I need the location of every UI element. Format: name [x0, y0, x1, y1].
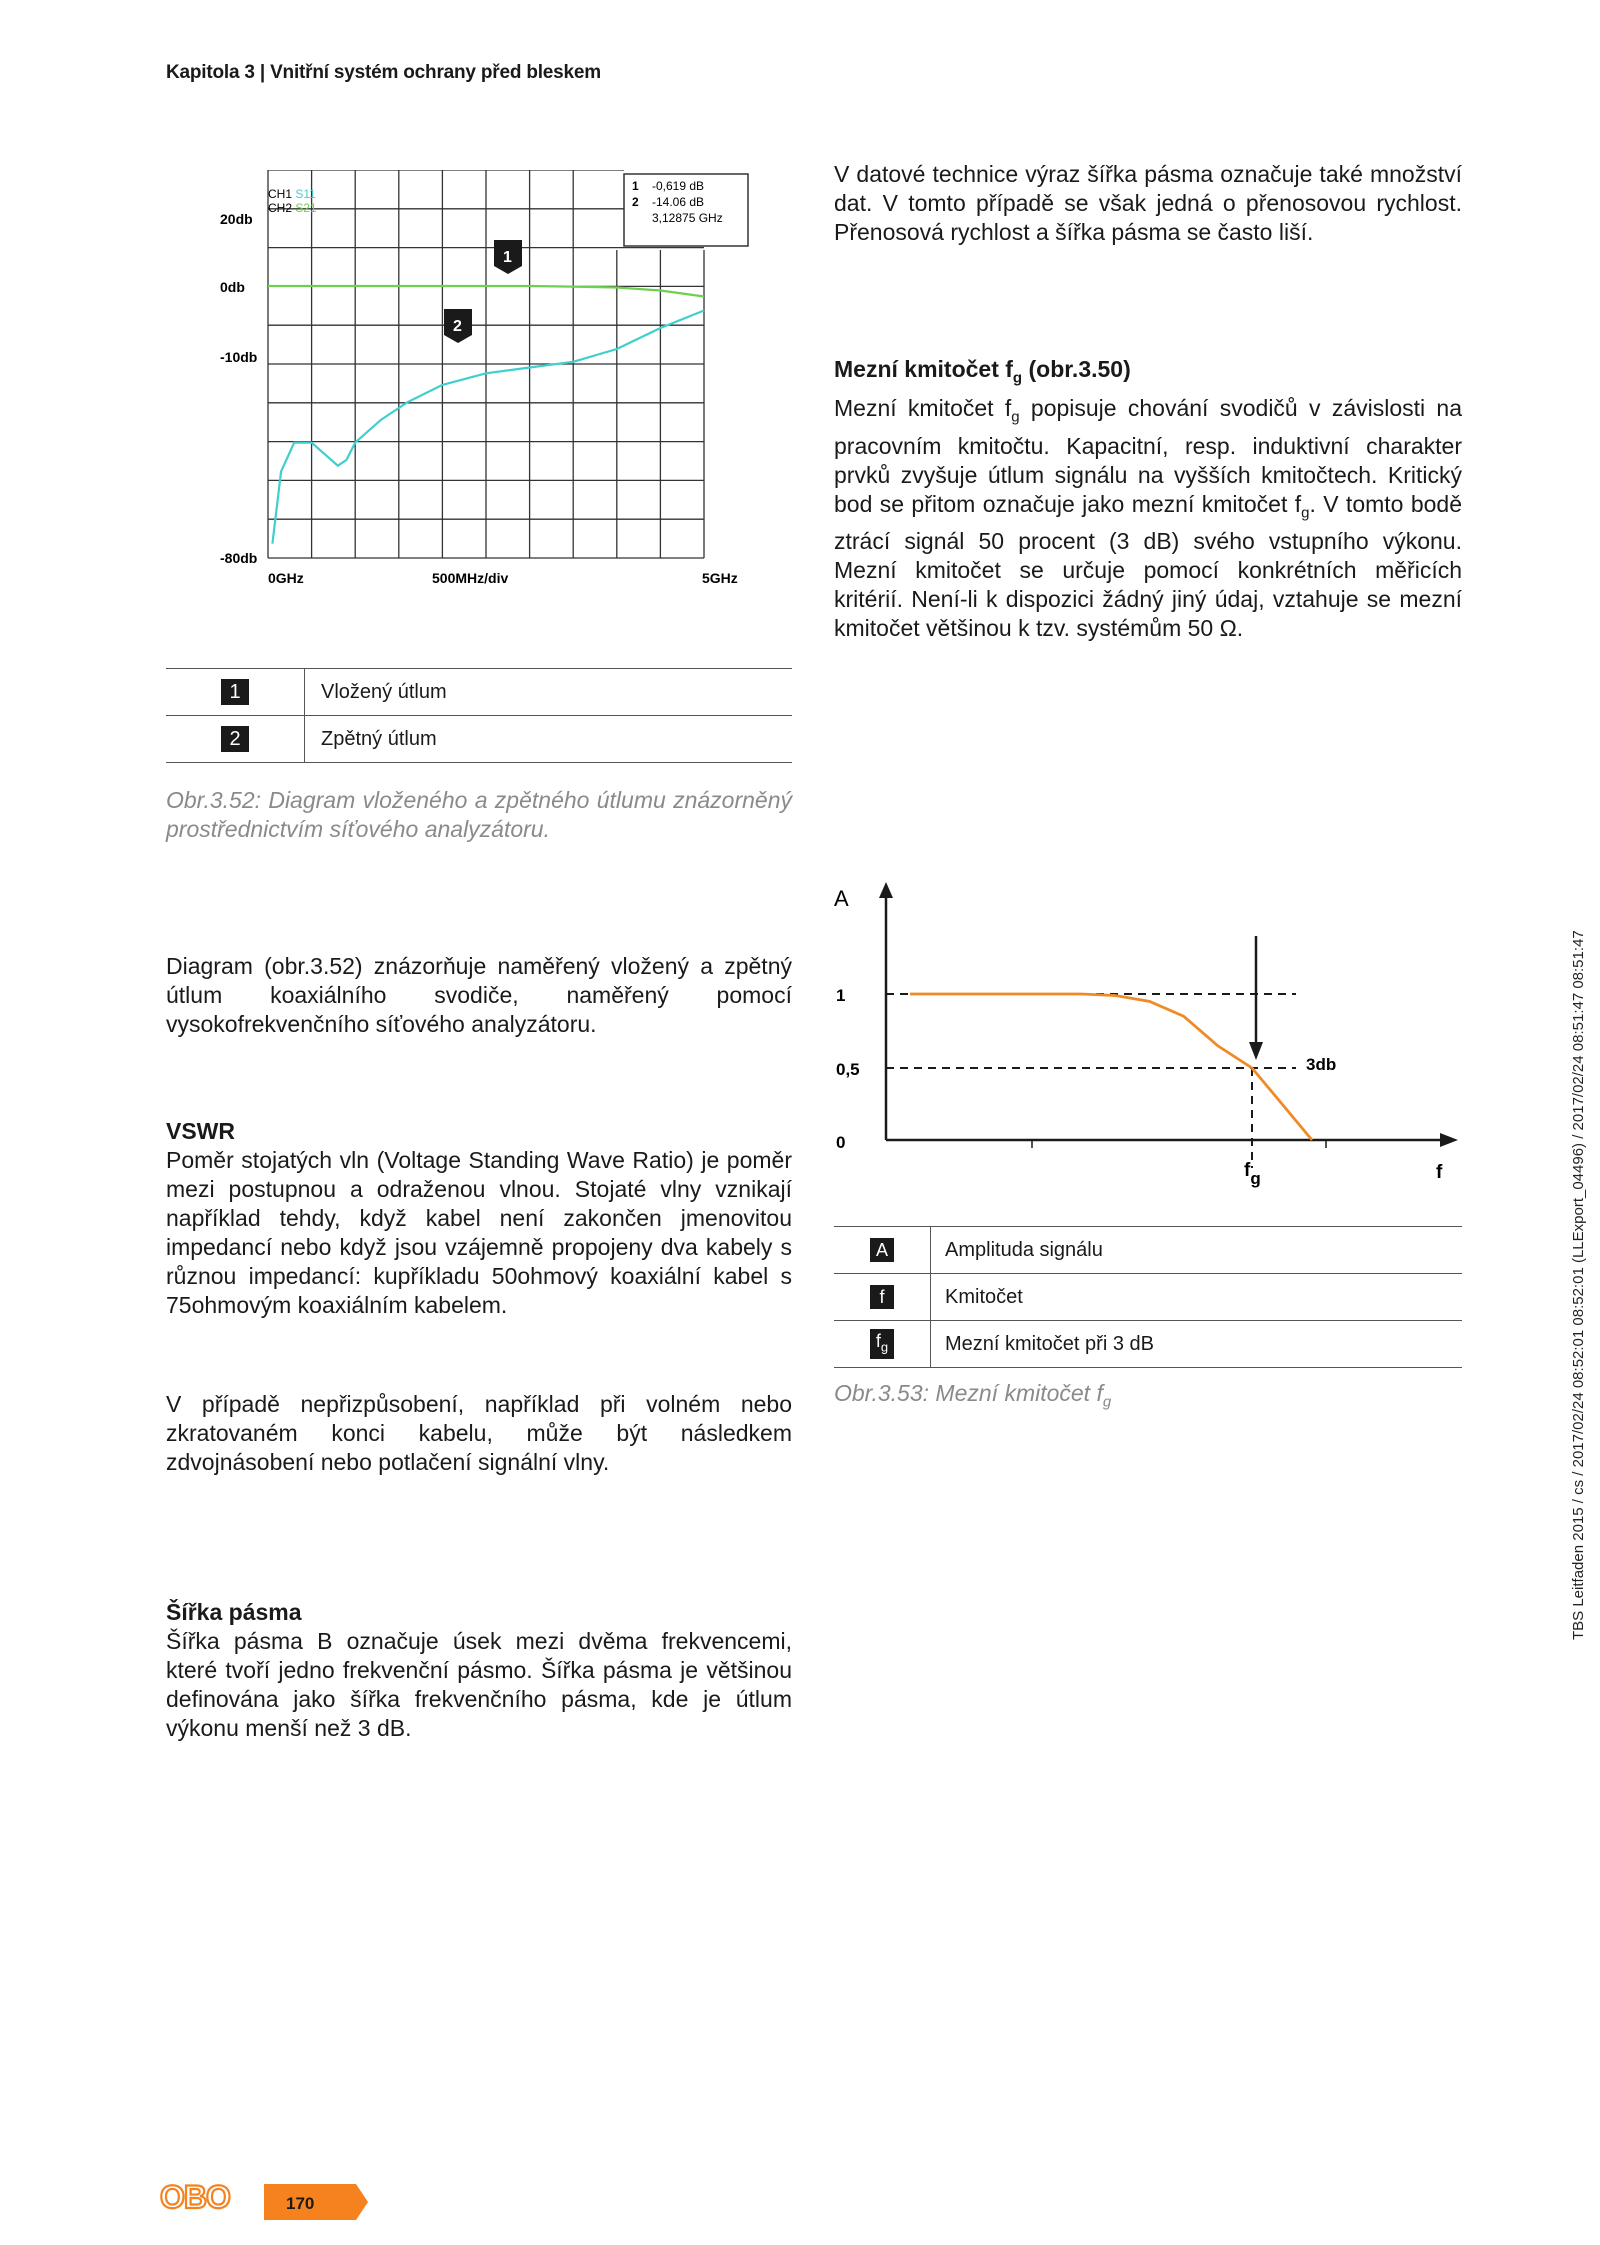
legend-row: [834, 1274, 1462, 1321]
marker-2-num: 2: [632, 195, 639, 209]
legend-label: Mezní kmitočet při 3 dB: [931, 1321, 1463, 1368]
y-tick-label: 0: [836, 1133, 846, 1152]
legend-row: [834, 1321, 1462, 1368]
x-axis-arrowhead: [1440, 1133, 1458, 1147]
legend-row: [166, 716, 792, 763]
page-number-tab: [264, 2184, 370, 2220]
intro-paragraph: Diagram (obr.3.52) znázorňuje naměřený vložený a zpětný útlum koaxiálního svodiče, naměřený pomocí vysokofrekvenčního síťového analyzátoru.: [166, 953, 792, 1037]
print-metadata-note: TBS Leitfaden 2015 / cs / 2017/02/24 08:52:01 08:52:01 (LLExport_04496) / 2017/02/24 08:51:47 08:51:47: [1570, 930, 1587, 1640]
y-tick-label: -10db: [220, 349, 258, 365]
fg-label: [1244, 1160, 1261, 1188]
x-tick-label: 0GHz: [268, 570, 304, 586]
channel-label: CH2: [268, 201, 293, 215]
cutoff-paragraph: [834, 394, 1462, 643]
db3-label: 3db: [1306, 1055, 1337, 1074]
cutoff-sub-2: g: [1301, 504, 1310, 522]
x-axis-label: f: [1436, 1162, 1443, 1183]
x-tick-label: 500MHz/div: [432, 570, 509, 586]
fg-label-sub: g: [1250, 1169, 1261, 1188]
fg-arrow-head: [1249, 1042, 1263, 1060]
cutoff-text-3: . V tomto bodě ztrácí signál 50 procent (3 dB) svého vstupního výkonu. Mezní kmitočet se určuje pomocí konkrétních měřicích kritérií. Není-li k dispozici žádný jiný údaj, vztahuje se mezní kmitočet většinou k tzv. systémům 50 Ω.: [834, 490, 1462, 642]
cutoff-heading-text: Mezní kmitočet f: [834, 356, 1013, 382]
legend-key: f: [870, 1285, 894, 1309]
y-tick-label: 0,5: [836, 1060, 860, 1079]
caption-2-sub: g: [1102, 1393, 1112, 1411]
marker-frequency: 3,12875 GHz: [652, 211, 723, 225]
legend-label: Kmitočet: [931, 1274, 1463, 1321]
marker-1-flag-label: 1: [503, 249, 512, 266]
y-axis-label: A: [834, 886, 849, 911]
bandwidth-paragraph: Šířka pásma B označuje úsek mezi dvěma frekvencemi, které tvoří jedno frekvenční pásmo. Šířka pásma je většinou definována jako šířka frekvenčního pásma, kde je útlum výkonu menší než 3 dB.: [166, 1628, 792, 1741]
cutoff-text-2: popisuje chování svodičů v závislosti na pracovním kmitočtu. Kapacitní, resp. induktivní charakter prvků zvyšuje útlum signálu na vyšších kmitočtech. Kritický bod se přitom označuje jako mezní kmitočet f: [834, 395, 1463, 517]
y-tick-label: 0db: [220, 279, 245, 295]
fg-label-main: f: [1244, 1160, 1251, 1181]
legend-label: Amplituda signálu: [931, 1227, 1463, 1274]
channel-s21: S21: [295, 201, 317, 215]
legend-row: [166, 669, 792, 716]
cutoff-heading-sub: g: [1012, 369, 1023, 387]
legend-key: [870, 1329, 894, 1360]
chapter-header: Kapitola 3 | Vnitřní systém ochrany před bleskem: [166, 62, 601, 83]
legend-key: A: [870, 1238, 894, 1262]
caption-2-text: Obr.3.53: Mezní kmitočet f: [834, 1380, 1103, 1406]
legend-label: Zpětný útlum: [305, 716, 793, 763]
channel-s11: S11: [295, 187, 316, 201]
legend-key-main: f: [875, 1330, 881, 1351]
cutoff-frequency-chart: [826, 876, 1476, 1206]
cutoff-heading-post: (obr.3.50): [1022, 356, 1131, 382]
marker-1-num: 1: [632, 179, 639, 193]
y-tick-label: 20db: [220, 211, 253, 227]
obo-logo-text: OBO: [160, 2180, 230, 2214]
figure-caption-2: [834, 1379, 1462, 1417]
y-tick-label: -80db: [220, 550, 258, 566]
legend-row: [834, 1227, 1462, 1274]
vswr-paragraph: Poměr stojatých vln (Voltage Standing Wave Ratio) je poměr mezi postupnou a odraženou vlnou. Stojaté vlny vznikají například tehdy, když kabel není zakončen jmenovitou impedancí nebo když jsou vzájemně propojeny dva kabely s různou impedancí: kupříkladu 50ohmový koaxiální kabel s 75ohmovým koaxiálním kabelem.: [166, 1147, 792, 1318]
legend-key-sub: g: [880, 1339, 889, 1355]
vswr-paragraph-2: V případě nepřizpůsobení, například při volném nebo zkratovaném konci kabelu, může být následkem zdvojnásobení nebo potlačení signální vlny.: [166, 1391, 792, 1475]
cutoff-sub-1: g: [1011, 408, 1020, 426]
channel-legend-ch1: [268, 187, 316, 201]
y-tick-label: 1: [836, 986, 846, 1005]
data-technique-paragraph: V datové technice výraz šířka pásma označuje také množství dat. V tomto případě se však jedná o přenosovou rychlost. Přenosová rychlost a šířka pásma se často liší.: [834, 161, 1462, 245]
bandwidth-heading: Šířka pásma: [166, 1599, 302, 1625]
network-analyzer-chart: [210, 170, 770, 600]
return-loss-curve: [272, 311, 704, 544]
obo-logo: [160, 2180, 246, 2214]
channel-label: CH1: [268, 187, 293, 201]
legend-key: 1: [221, 679, 249, 705]
legend-key: 2: [221, 726, 249, 752]
y-axis-arrowhead: [879, 882, 893, 898]
page-number: 170: [286, 2194, 315, 2213]
marker-1-flag: [494, 240, 522, 274]
figure-caption-1: Obr.3.52: Diagram vloženého a zpětného útlumu znázorněný prostřednictvím síťového analyzátoru.: [166, 787, 792, 842]
cutoff-text-1: Mezní kmitočet f: [834, 395, 1012, 421]
vswr-heading: VSWR: [166, 1118, 235, 1144]
legend-table-1: [166, 668, 792, 763]
legend-table-2: [834, 1226, 1462, 1368]
channel-legend-ch2: [268, 201, 317, 215]
x-tick-label: 5GHz: [702, 570, 738, 586]
legend-label: Vložený útlum: [305, 669, 793, 716]
marker-2-value: -14.06 dB: [652, 195, 705, 209]
cutoff-heading: [834, 355, 1131, 393]
marker-2-flag-label: 2: [453, 318, 462, 335]
marker-2-flag: [444, 309, 472, 343]
marker-1-value: -0,619 dB: [652, 179, 705, 193]
